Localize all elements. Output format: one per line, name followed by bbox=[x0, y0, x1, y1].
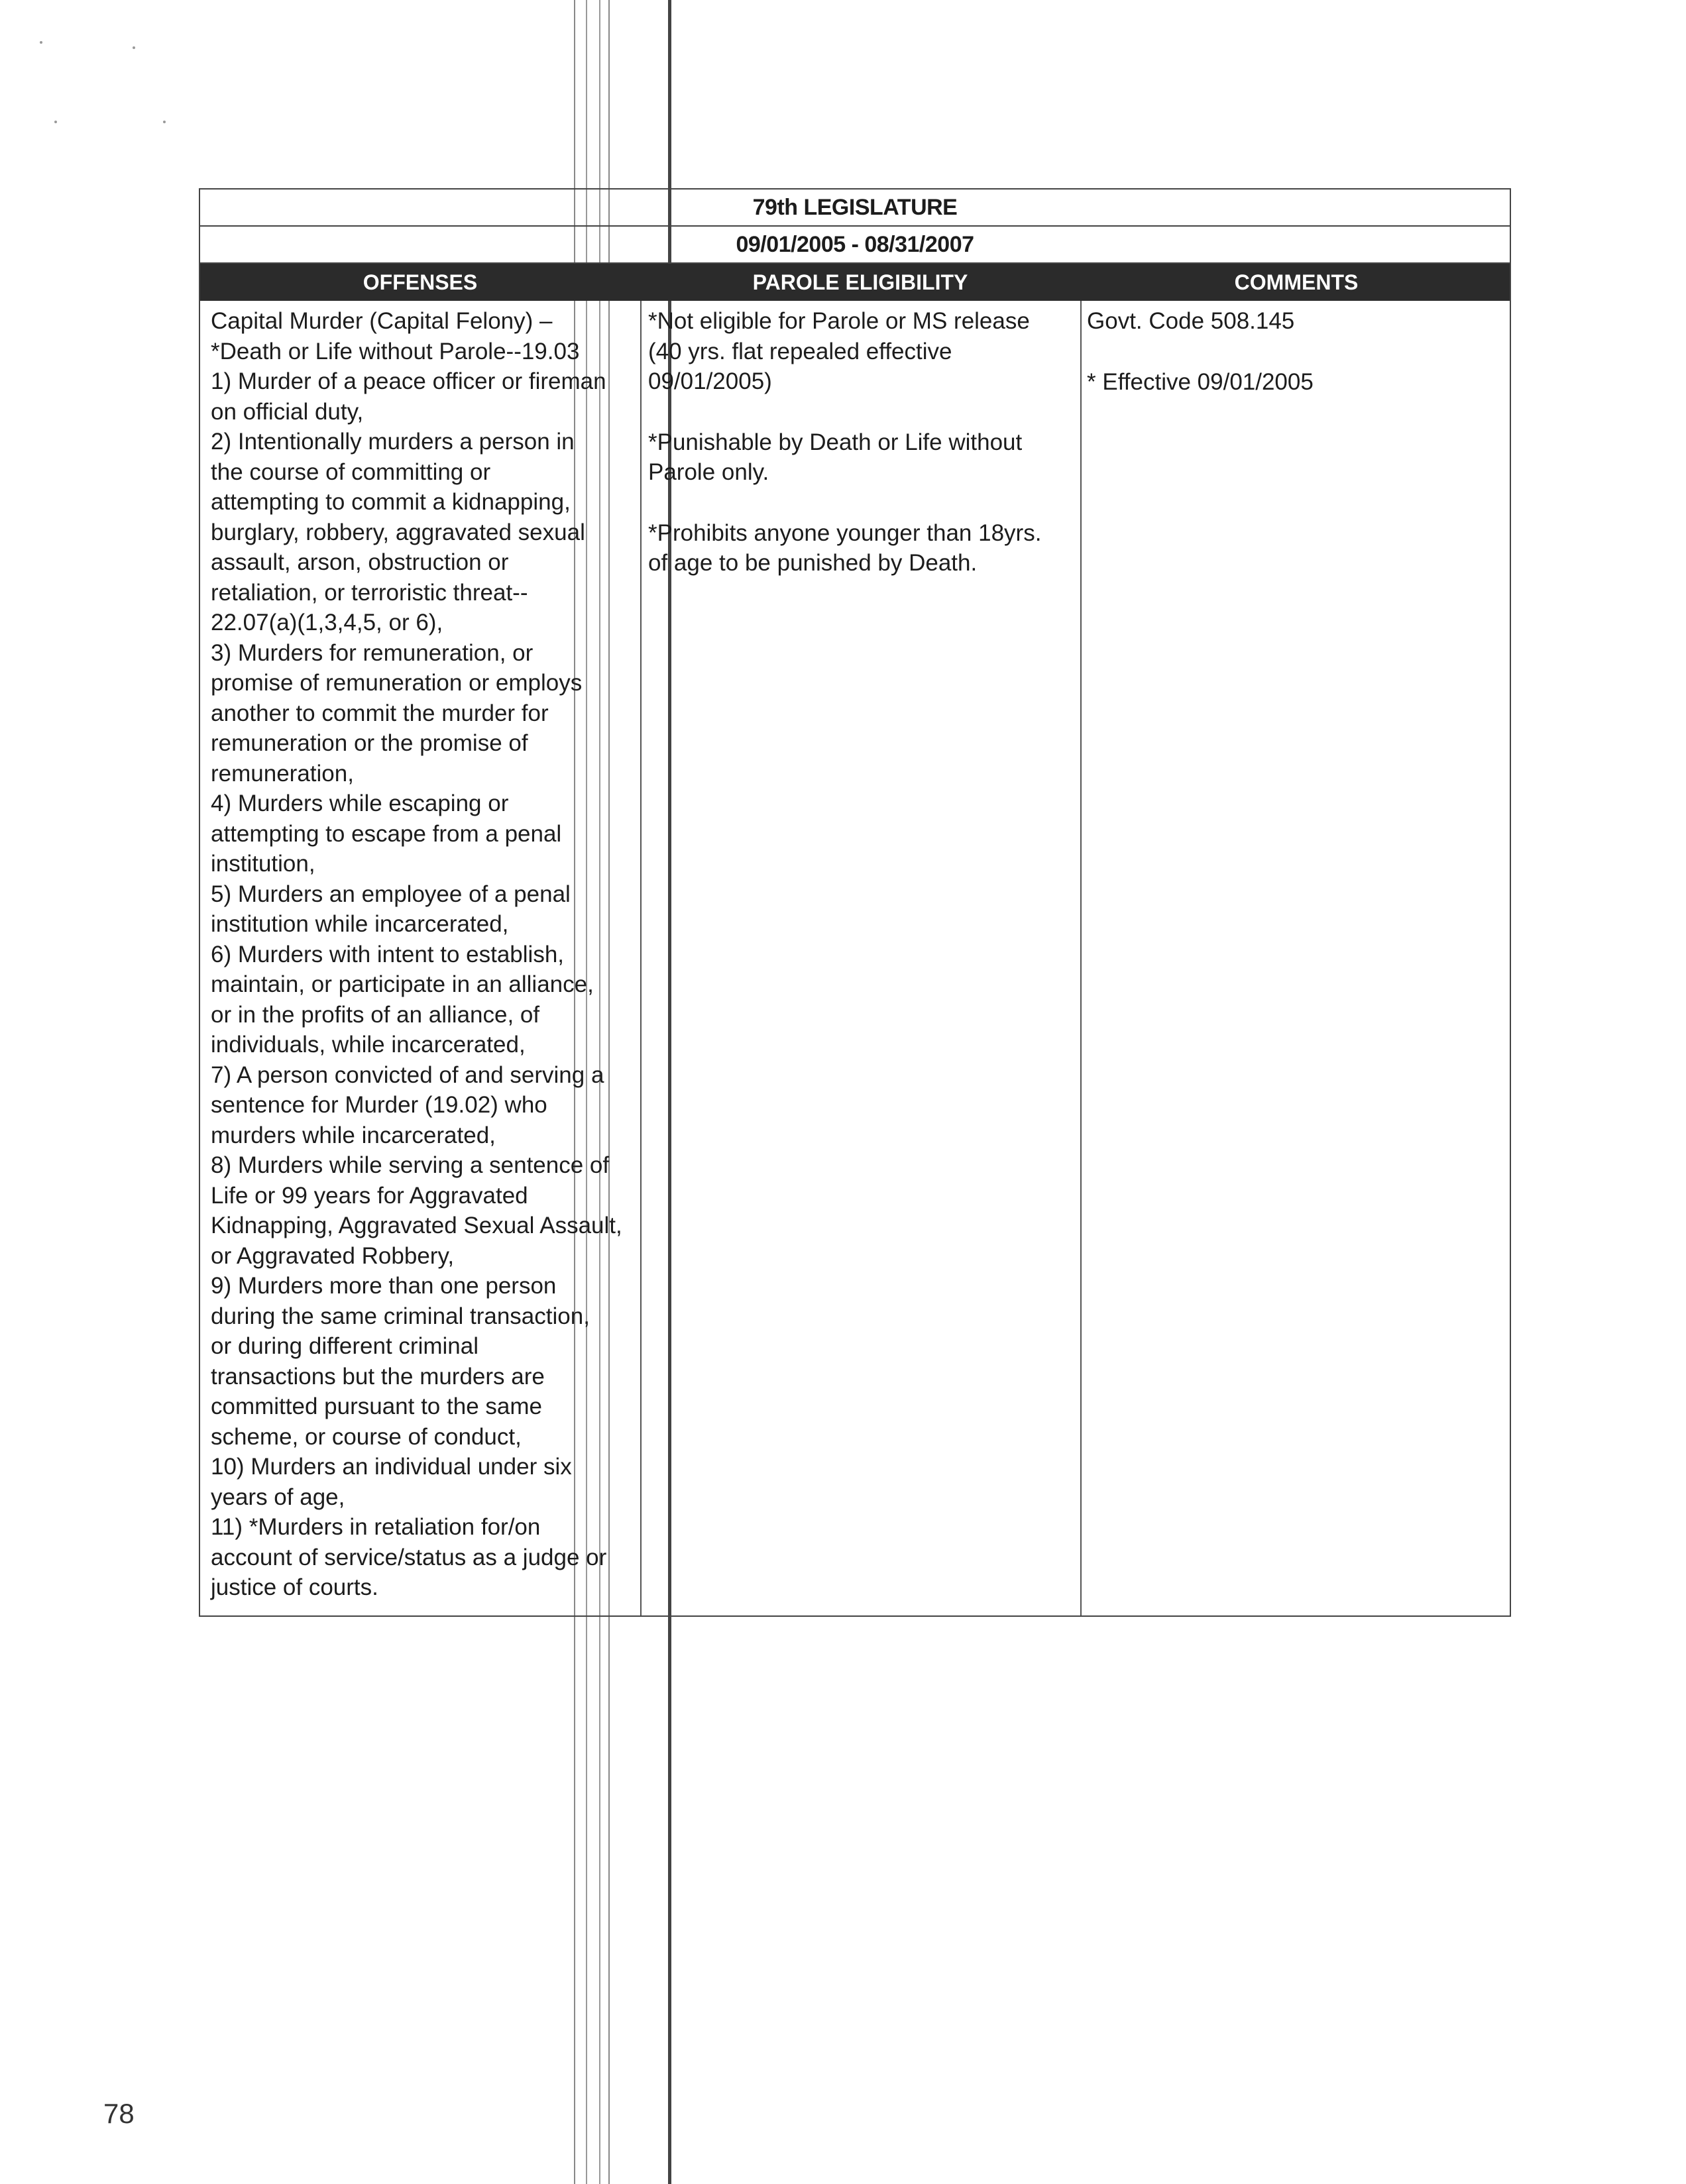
table-period: 09/01/2005 - 08/31/2007 bbox=[200, 227, 1510, 264]
parole-line: *Not eligible for Parole or MS release bbox=[648, 308, 1030, 334]
parole-line: *Punishable by Death or Life without bbox=[648, 429, 1023, 455]
offense-line: years of age, bbox=[211, 1484, 345, 1510]
header-parole-eligibility: PAROLE ELIGIBILITY bbox=[752, 270, 968, 294]
offense-line: institution, bbox=[211, 851, 315, 877]
offense-line: scheme, or course of conduct, bbox=[211, 1423, 522, 1450]
offense-line: individuals, while incarcerated, bbox=[211, 1032, 526, 1058]
offenses-cell bbox=[211, 306, 642, 1603]
offense-line: burglary, robbery, aggravated sexual bbox=[211, 519, 585, 545]
parole-line: *Prohibits anyone younger than 18yrs. bbox=[648, 519, 1042, 546]
offense-line: committed pursuant to the same bbox=[211, 1393, 542, 1419]
offense-line: 22.07(a)(1,3,4,5, or 6), bbox=[211, 610, 443, 635]
offense-line: 2) Intentionally murders a person in bbox=[211, 429, 575, 455]
comment-effective: * Effective 09/01/2005 bbox=[1087, 368, 1314, 395]
table-header-row bbox=[200, 264, 1510, 301]
scan-speck bbox=[54, 121, 57, 123]
paragraph-gap bbox=[1087, 337, 1498, 367]
header-offenses: OFFENSES bbox=[363, 270, 478, 294]
offense-line: attempting to commit a kidnapping, bbox=[211, 489, 571, 515]
offense-line: institution while incarcerated, bbox=[211, 911, 509, 937]
offense-line: account of service/status as a judge or bbox=[211, 1544, 607, 1570]
scan-speck bbox=[40, 41, 42, 44]
offense-line: justice of courts. bbox=[211, 1574, 378, 1600]
scan-speck bbox=[163, 121, 166, 123]
offense-line: 8) Murders while serving a sentence of bbox=[211, 1152, 610, 1178]
offense-line: remuneration, bbox=[211, 760, 354, 787]
offense-line: 7) A person convicted of and serving a bbox=[211, 1062, 604, 1088]
offense-line: 6) Murders with intent to establish, bbox=[211, 941, 565, 967]
offense-line: 4) Murders while escaping or bbox=[211, 791, 509, 816]
offense-line: 3) Murders for remuneration, or bbox=[211, 639, 534, 666]
paragraph-gap bbox=[648, 397, 1079, 427]
offense-line: *Death or Life without Parole--19.03 bbox=[211, 338, 580, 364]
parole-line: 09/01/2005) bbox=[648, 368, 772, 394]
legislature-table bbox=[199, 188, 1511, 1617]
offense-line: or in the profits of an alliance, of bbox=[211, 1001, 540, 1028]
header-comments: COMMENTS bbox=[1234, 270, 1359, 294]
offense-line: 9) Murders more than one person bbox=[211, 1273, 557, 1299]
offense-line: Kidnapping, Aggravated Sexual Assault, bbox=[211, 1213, 622, 1238]
offense-line: Capital Murder (Capital Felony) – bbox=[211, 308, 553, 334]
offense-line: maintain, or participate in an alliance, bbox=[211, 971, 594, 997]
offense-line: or during different criminal bbox=[211, 1333, 478, 1359]
comments-cell bbox=[1087, 306, 1498, 397]
offense-line: promise of remuneration or employs bbox=[211, 670, 583, 696]
parole-line: (40 yrs. flat repealed effective bbox=[648, 338, 952, 364]
offense-line: 1) Murder of a peace officer or fireman bbox=[211, 368, 606, 394]
offense-line: on official duty, bbox=[211, 398, 364, 425]
offense-line: 10) Murders an individual under six bbox=[211, 1454, 572, 1480]
offense-line: murders while incarcerated, bbox=[211, 1122, 496, 1148]
offense-line: assault, arson, obstruction or bbox=[211, 549, 509, 575]
offense-line: retaliation, or terroristic threat-- bbox=[211, 579, 528, 606]
offense-line: the course of committing or bbox=[211, 459, 491, 485]
column-divider bbox=[1080, 301, 1082, 1615]
scan-speck bbox=[133, 46, 135, 49]
parole-line: Parole only. bbox=[648, 459, 769, 485]
offense-line: sentence for Murder (19.02) who bbox=[211, 1092, 547, 1118]
offense-line: during the same criminal transaction, bbox=[211, 1303, 590, 1329]
offense-line: another to commit the murder for bbox=[211, 700, 549, 726]
parole-eligibility-cell bbox=[648, 306, 1079, 578]
offense-line: transactions but the murders are bbox=[211, 1363, 545, 1390]
offense-line: Life or 99 years for Aggravated bbox=[211, 1182, 528, 1209]
paragraph-gap bbox=[648, 488, 1079, 518]
offense-line: 5) Murders an employee of a penal bbox=[211, 881, 571, 907]
parole-line: of age to be punished by Death. bbox=[648, 550, 978, 576]
offense-line: remuneration or the promise of bbox=[211, 730, 528, 756]
offense-line: attempting to escape from a penal bbox=[211, 820, 562, 847]
page-number: 78 bbox=[103, 2098, 135, 2129]
table-title: 79th LEGISLATURE bbox=[200, 190, 1510, 227]
offense-line: or Aggravated Robbery, bbox=[211, 1242, 455, 1269]
offense-line: 11) *Murders in retaliation for/on bbox=[211, 1514, 541, 1540]
comment-govt-code: Govt. Code 508.145 bbox=[1087, 308, 1295, 334]
